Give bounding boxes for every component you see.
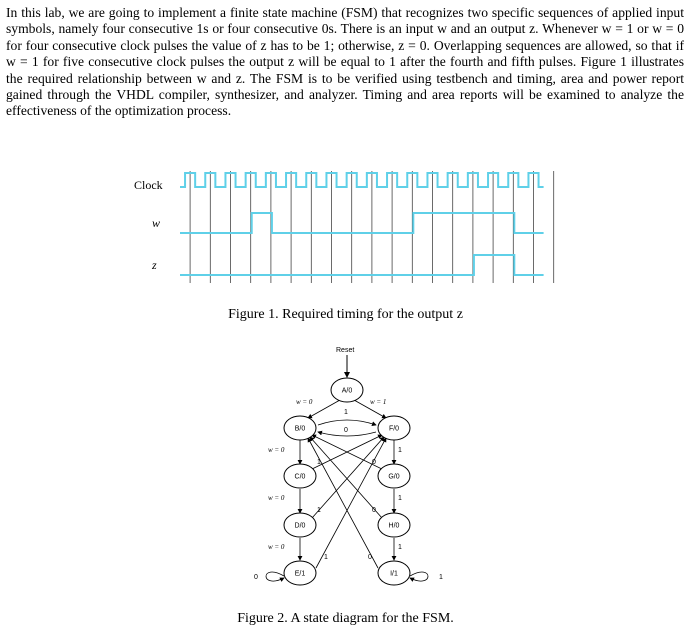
label-i-b: 0 [368,554,372,561]
state-label-i: I/1 [390,570,398,578]
label-f-g: 1 [398,447,402,454]
label-h-i: 1 [398,544,402,551]
cond-a-b: w = 0 [296,398,313,406]
cond-a-f: w = 1 [370,398,387,406]
edge-h-b [310,437,382,518]
state-label-e: E/1 [294,570,306,578]
state-label-c: C/0 [294,473,306,481]
clock-label: Clock [134,178,163,192]
label-h-b: 0 [372,507,376,514]
z-waveform [180,255,544,275]
figure1-caption: Figure 1. Required timing for the output z [228,307,463,322]
state-label-h: H/0 [388,522,400,530]
cond-c-d: w = 0 [268,494,285,502]
state-label-b: B/0 [294,425,306,433]
state-label-d: D/0 [294,522,306,530]
state-label-a: A/0 [341,387,353,395]
figure2-caption: Figure 2. A state diagram for the FSM. [237,611,454,626]
label-d-f: 1 [317,507,321,514]
label-f-b: 1 [344,409,348,416]
label-b-f: 0 [344,427,348,434]
reset-label: Reset [336,347,355,354]
state-diagram [240,340,460,590]
edge-b-f [318,420,376,425]
state-label-g: G/0 [388,473,400,481]
edge-i-b [308,438,378,568]
w-waveform [180,213,544,233]
label-g-b: 0 [372,459,376,466]
edge-i-self [410,572,428,581]
label-e-self: 0 [254,574,258,581]
cond-b-c: w = 0 [268,446,285,454]
w-label: w [152,216,161,230]
state-label-f: F/0 [388,425,400,433]
edge-e-self [266,572,284,581]
label-c-f: 1 [317,459,321,466]
label-g-h: 1 [398,495,402,502]
cond-d-e: w = 0 [268,543,285,551]
edge-e-f [316,438,386,568]
edge-a-b [308,400,340,418]
z-label: z [152,258,157,272]
edge-d-f [312,437,384,518]
intro-paragraph: In this lab, we are going to implement a finite state machine (FSM) that recognizes two specific sequences of applied input symbols, namely four consecutive 1s or four consecutive 0s. There is an input w and an output z. Whenever w = 1 or w = 0 for four consecutive clock pulses the value of z has to be 1; otherwise, z = 0. Overlapping sequences are allowed, so that if w = 1 for five consecutive clock pulses the output z will be equal to 1 after the fourth and fifth pulses. Figure 1 illustrates the required relationship between w and z. The FSM is to be verified using testbench and timing, area and power report gained through the VHDL compiler, synthesizer, and analyzer. Timing and area reports will be examined to analyze the effectiveness of the optimization process. [6,5,684,119]
timing-diagram [120,165,560,295]
label-e-f: 1 [324,554,328,561]
label-i-self: 1 [439,574,443,581]
clock-waveform [180,173,544,187]
